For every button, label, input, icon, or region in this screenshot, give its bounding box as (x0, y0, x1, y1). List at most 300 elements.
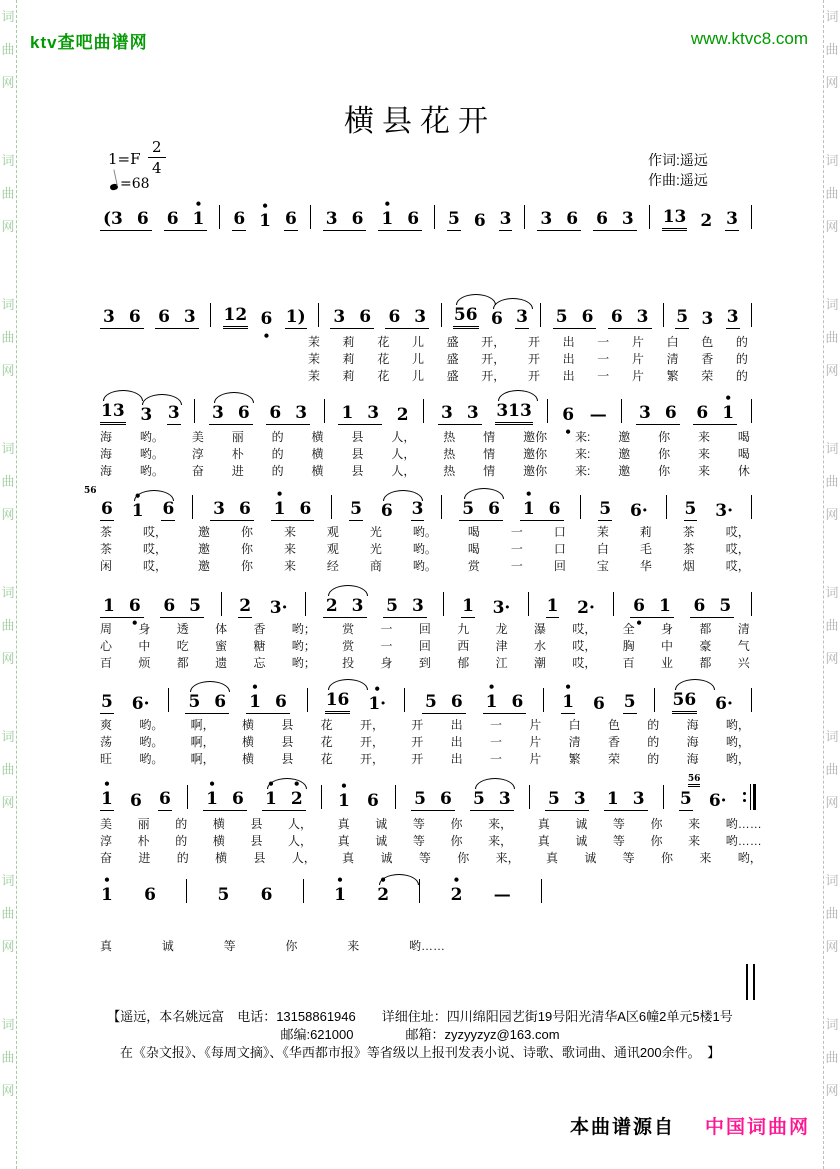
lyric-row (100, 655, 750, 672)
note: 3 (411, 499, 424, 519)
note: 1 • (131, 489, 144, 521)
lyric-syllable: 等 (412, 817, 425, 831)
lyric-syllable: 开， (359, 752, 384, 766)
lyric-syllable: 百 (100, 656, 113, 670)
beam-group (246, 680, 290, 714)
beam-group (483, 680, 527, 714)
note: 3· (492, 598, 511, 618)
barline (441, 495, 442, 519)
note: 6 (128, 307, 141, 327)
lyric-syllable: 朴 (231, 447, 244, 461)
note: 6 (233, 209, 246, 229)
music-line-6 (100, 680, 752, 714)
lyric-syllable: 喝 (467, 542, 480, 556)
lyric-syllable: 真 (337, 817, 350, 831)
octave-dot-below: • (262, 329, 271, 343)
lyric-syllable: 兴 (737, 656, 750, 670)
lyric-syllable: 哎， (142, 525, 167, 539)
note: 5 (599, 499, 612, 519)
footer-bio-line: 在《杂文报》、《每周文摘》、《华西都市报》等省级以上报刊发表小说、诗歌、歌词曲、通讯200余件。 】 (119, 1045, 721, 1060)
octave-dot-above: • (275, 487, 284, 501)
note: 2 (239, 596, 252, 616)
note: 5 (676, 307, 689, 327)
lyric-syllable: 的 (271, 430, 284, 444)
lyric-row (100, 850, 762, 867)
octave-dot-above: • (208, 777, 216, 791)
note: 13 (662, 207, 688, 231)
lyric-syllable: 等 (412, 834, 425, 848)
lyric-syllable: 片 (529, 752, 542, 766)
lyric-syllable: 邀你 (523, 430, 548, 444)
note: 6 (367, 791, 379, 811)
note: 3 (333, 307, 346, 327)
music-line-4 (84, 486, 752, 521)
note: 2 • (290, 777, 303, 809)
note: 1 • (101, 873, 113, 905)
note: 6 (490, 309, 503, 329)
lyric-syllable: 气 (737, 639, 750, 653)
lyric-syllable: 爽 (100, 718, 113, 732)
beam-group (690, 596, 734, 618)
note: 16 (325, 690, 351, 714)
note: 5 (101, 692, 113, 712)
note: 6· (715, 694, 733, 714)
lyric-syllable: 来 (699, 851, 712, 865)
note: 3 (183, 307, 196, 327)
note: 1 • (338, 779, 350, 811)
lyric-syllable: 赏 (342, 639, 355, 653)
note: 5 (462, 499, 475, 519)
note: 6 (232, 789, 244, 809)
lyric-syllable: 一 (380, 622, 393, 636)
note: 6 (593, 694, 605, 714)
beam-group (164, 197, 208, 231)
lyric-syllable: 哟。 (412, 559, 437, 573)
header-site-url[interactable]: www.ktvc8.com (690, 29, 808, 48)
note: 6 (566, 209, 579, 229)
barline (528, 592, 529, 616)
barline (543, 688, 544, 712)
lyric-syllable: 哎， (142, 542, 167, 556)
lyrics-block-7 (100, 816, 762, 867)
beam-group (553, 307, 597, 329)
lyric-syllable: 开 (527, 369, 540, 383)
watermark-left (0, 0, 17, 1169)
lyric-syllable: 都 (699, 656, 712, 670)
lyric-row (100, 425, 750, 446)
lyric-syllable: 你 (650, 834, 663, 848)
watermark-char: 曲 (1, 618, 15, 633)
note: 5 (350, 499, 362, 519)
note: 6 (440, 789, 452, 809)
barline (219, 205, 220, 229)
beam-group (438, 403, 482, 425)
lyric-syllable: 一 (510, 525, 523, 539)
barline (187, 785, 188, 809)
watermark-char: 网 (825, 939, 839, 954)
lyric-syllable: 来， (495, 851, 520, 865)
note: 1) (285, 307, 306, 327)
lyrics-block-3 (100, 425, 750, 480)
note: 6 • (260, 309, 273, 343)
watermark-char: 词 (825, 153, 839, 168)
barline (540, 303, 541, 327)
lyric-syllable: 全 (622, 622, 635, 636)
watermark-char: 网 (1, 363, 15, 378)
lyric-syllable: 开， (481, 335, 506, 349)
barline (331, 495, 332, 519)
lyric-syllable: 清 (568, 735, 581, 749)
note: 5 (448, 209, 460, 229)
octave-dot-below: • (564, 425, 572, 439)
note: 6 (214, 692, 227, 712)
lyric-syllable: 奋 (191, 464, 204, 478)
watermark-char: 曲 (825, 1050, 839, 1065)
lyric-syllable: 烟 (682, 559, 695, 573)
beam-group (604, 789, 648, 811)
watermark-char: 词 (1, 9, 15, 24)
lyric-syllable: 邀 (618, 447, 631, 461)
barline (404, 688, 405, 712)
note: 6 (163, 596, 176, 616)
beam-group (385, 307, 429, 329)
barline (654, 688, 655, 712)
lyric-syllable: 都 (699, 622, 712, 636)
watermark-char: 曲 (1, 1050, 15, 1065)
watermark-char: 曲 (1, 762, 15, 777)
watermark-char: 网 (1, 507, 15, 522)
lyric-syllable: 的 (175, 817, 188, 831)
barline (324, 399, 325, 423)
lyrics-block-6 (100, 717, 750, 768)
barline (194, 399, 195, 423)
beam-group (459, 499, 503, 521)
barline (307, 688, 308, 712)
barline (310, 205, 311, 229)
barline (751, 303, 752, 327)
lyric-syllable: 到 (418, 656, 431, 670)
note: 13 (100, 401, 126, 425)
lyric-syllable: 茶 (100, 542, 113, 556)
composer: 作曲:遥远 (648, 172, 708, 188)
watermark-char: 曲 (1, 42, 15, 57)
note: 1 • (249, 680, 261, 712)
header-site-name[interactable]: ktv查吧曲谱网 (30, 33, 148, 52)
beam-group (210, 499, 254, 521)
lyric-syllable: 邀 (618, 430, 631, 444)
note: 313 (495, 401, 533, 425)
note: 3 (573, 789, 586, 809)
note: 5 56 (679, 774, 701, 809)
lyric-syllable: 色 (607, 718, 620, 732)
lyric-syllable: 哟， (725, 735, 750, 749)
lyric-syllable: 津 (495, 639, 508, 653)
note: 5 (189, 596, 202, 616)
lyric-syllable: 热 (443, 447, 456, 461)
note: 6 (450, 692, 463, 712)
lyric-syllable: 哟。 (139, 735, 164, 749)
lyric-syllable: 忘 (253, 656, 266, 670)
lyric-syllable: 横 (311, 430, 324, 444)
note: 12 (223, 305, 249, 329)
lyric-syllable: 的 (176, 851, 189, 865)
source-attribution (570, 1112, 810, 1139)
lyric-syllable: 周 (100, 622, 113, 636)
lyric-syllable: 西 (457, 639, 470, 653)
lyric-syllable: 诚 (375, 834, 388, 848)
lyric-syllable: 蜜 (215, 639, 228, 653)
lyric-syllable: 身 (661, 622, 674, 636)
watermark-char: 网 (1, 651, 15, 666)
beam-group (593, 209, 637, 231)
note: 5 (414, 789, 426, 809)
lyric-syllable: 开 (411, 718, 424, 732)
note: 6 (380, 501, 393, 521)
lyric-syllable: 烦 (138, 656, 151, 670)
lyric-syllable: 经 (326, 559, 339, 573)
lyric-syllable: 县 (281, 718, 294, 732)
watermark-char: 词 (825, 729, 839, 744)
lyric-syllable: 哟。 (139, 464, 164, 478)
lyric-syllable: 身 (138, 622, 151, 636)
grace-notes: 56 (688, 774, 701, 787)
lyric-syllable: 开， (481, 352, 506, 366)
barline (318, 303, 319, 327)
note: 56 (453, 305, 479, 329)
watermark-char: 曲 (825, 906, 839, 921)
note: 6 • (633, 596, 645, 630)
octave-dot-above: • (379, 873, 387, 887)
note: 6 (162, 499, 175, 519)
note: 1 • (522, 487, 535, 519)
barline (751, 399, 752, 423)
barline (529, 785, 530, 809)
lyric-syllable: 开， (481, 369, 506, 383)
lyric-syllable: 哎， (725, 542, 750, 556)
lyric-syllable: 进 (231, 464, 244, 478)
lyric-syllable: 片 (631, 335, 644, 349)
lyric-syllable: 一 (597, 352, 610, 366)
octave-dot-above: • (251, 680, 259, 694)
time-signature-denominator: 4 (152, 159, 162, 177)
lyric-row (100, 833, 762, 850)
note: 56 (672, 690, 698, 714)
watermark-right (823, 0, 840, 1169)
beam-group (470, 789, 514, 811)
lyric-syllable: 真 (342, 851, 355, 865)
lyric-syllable: 哟； (291, 639, 316, 653)
barline (751, 495, 752, 519)
note: 3 (295, 403, 308, 423)
watermark-char: 网 (825, 75, 839, 90)
octave-dot-above: • (292, 777, 301, 791)
lyric-syllable: 县 (253, 851, 266, 865)
quarter-note-icon (109, 183, 118, 191)
lyric-syllable: 观 (326, 542, 339, 556)
note: 6 (581, 307, 594, 327)
beam-group (330, 307, 374, 329)
note: 1 • (206, 777, 218, 809)
barline (210, 303, 211, 327)
music-line-8 (100, 871, 542, 905)
lyric-syllable: 丽 (231, 430, 244, 444)
beam-group (100, 209, 152, 231)
lyric-syllable: 热 (443, 430, 456, 444)
lyric-syllable: 哎， (572, 656, 597, 670)
beam-group (262, 777, 306, 811)
lyric-syllable: 你 (457, 851, 470, 865)
watermark-char: 网 (825, 651, 839, 666)
lyric-syllable: 诚 (380, 851, 393, 865)
lyric-syllable: 儿 (411, 352, 424, 366)
note: 6 (610, 307, 623, 327)
octave-dot-above: • (724, 391, 733, 405)
lyric-syllable: 来 (688, 817, 701, 831)
song-title: 横县花开 (344, 105, 496, 138)
lyric-syllable: 来， (488, 817, 513, 831)
lyric-syllable: 诚 (575, 817, 588, 831)
lyric-syllable: 丽 (137, 817, 150, 831)
lyric-syllable: 茉 (308, 369, 321, 383)
note: 5 (188, 692, 201, 712)
note: 1 • (101, 777, 113, 809)
barline (649, 205, 650, 229)
note: 6 (274, 692, 287, 712)
note: 2 (700, 211, 713, 231)
barline (434, 205, 435, 229)
lyric-syllable: 哟， (725, 718, 750, 732)
lyric-syllable: 你 (658, 430, 671, 444)
note: 3· (269, 598, 288, 618)
watermark-char: 词 (825, 585, 839, 600)
watermark-char: 词 (825, 441, 839, 456)
lyric-syllable: 真 (545, 851, 558, 865)
lyric-syllable: 海 (100, 464, 113, 478)
lyric-syllable: 花 (320, 718, 333, 732)
note: 3 (639, 403, 651, 423)
lyric-syllable: 诚 (375, 817, 388, 831)
lyric-syllable: 哟…… (408, 939, 445, 953)
music-line-5 (100, 584, 752, 630)
note: 3 (167, 403, 180, 423)
lyric-syllable: 真 (337, 834, 350, 848)
lyric-syllable: 哎， (725, 559, 750, 573)
final-double-barline (746, 964, 755, 1000)
lyric-syllable: 哟…… (725, 817, 762, 831)
lyric-syllable: 的 (271, 464, 284, 478)
lyric-row (100, 816, 762, 833)
watermark-char: 曲 (825, 186, 839, 201)
footer-contact-line: 【遥远，本名姚远富 电话：13158861946 详细住址：四川绵阳园艺街19号阳光清华A区6幢2单元5楼1号 (107, 1009, 733, 1024)
lyric-syllable: 白 (666, 335, 679, 349)
note: 3 (621, 209, 634, 229)
lyric-syllable: 哎， (725, 525, 750, 539)
watermark-char: 词 (825, 9, 839, 24)
barline (423, 399, 424, 423)
octave-dot-above: • (336, 873, 344, 887)
tempo-value: =68 (120, 176, 150, 192)
octave-dot-above: • (487, 680, 496, 694)
barline (547, 399, 548, 423)
credits (648, 150, 708, 190)
beam-group (323, 596, 367, 618)
lyrics-block-2 (308, 334, 748, 385)
note: 3 (726, 307, 739, 327)
watermark-char: 词 (1, 873, 15, 888)
lyric-syllable: 真 (537, 817, 550, 831)
lyric-syllable: 茶 (682, 525, 695, 539)
lyric-syllable: 的 (271, 447, 284, 461)
octave-dot-above: • (103, 777, 111, 791)
lyric-syllable: 你 (661, 851, 674, 865)
note: 3 (516, 307, 528, 327)
lyrics-block-4 (100, 524, 750, 575)
lyric-syllable: 哟。 (412, 542, 437, 556)
beam-group (537, 209, 581, 231)
lyric-row (100, 751, 750, 768)
source-site-link[interactable]: 中国词曲网 (704, 1117, 810, 1138)
watermark-char: 曲 (825, 474, 839, 489)
watermark-char: 网 (825, 363, 839, 378)
lyric-syllable: 情 (483, 447, 496, 461)
barline (580, 495, 581, 519)
lyric-syllable: 邀 (197, 542, 210, 556)
watermark-char: 词 (1, 153, 15, 168)
lyric-syllable: 郁 (457, 656, 470, 670)
lyric-syllable: 茉 (308, 335, 321, 349)
lyric-syllable: 莉 (342, 369, 355, 383)
barline (751, 205, 752, 229)
note: 6 (269, 403, 282, 423)
lyric-syllable: 来: (574, 447, 591, 461)
lyric-syllable: 情 (483, 464, 496, 478)
lyric-syllable: 都 (176, 656, 189, 670)
lyric-syllable: 的 (735, 352, 748, 366)
lyric-row (100, 616, 750, 638)
lyric-syllable: 潮 (533, 656, 546, 670)
watermark-char: 网 (825, 507, 839, 522)
footer-mail-line: 邮编:621000 邮箱：zyzyyzyz@163.com (280, 1027, 560, 1042)
beam-group (185, 692, 229, 714)
grace-notes: 56 (84, 486, 97, 496)
lyric-syllable: 的 (647, 752, 660, 766)
lyric-syllable: 哎， (572, 639, 597, 653)
note: 1 • (334, 873, 346, 905)
lyric-syllable: 一 (489, 735, 502, 749)
note: 6 (130, 791, 142, 811)
note: 1 (546, 596, 559, 616)
lyric-syllable: 真 (537, 834, 550, 848)
note: 2· (577, 598, 595, 618)
octave-dot-below: • (635, 616, 643, 630)
note: 6· (131, 694, 150, 714)
footer-info (20, 1008, 820, 1062)
note: 1 (606, 789, 619, 809)
note: 3 (540, 209, 553, 229)
lyric-syllable: 豪 (699, 639, 712, 653)
lyric-syllable: 中 (661, 639, 674, 653)
music-line-2 (100, 295, 752, 343)
lyric-syllable: 中 (138, 639, 151, 653)
barline (168, 688, 169, 712)
lyric-syllable: 淳 (191, 447, 204, 461)
lyric-syllable: 真 (100, 939, 113, 953)
lyric-syllable: 遗 (215, 656, 228, 670)
note: 1 (658, 596, 671, 616)
barline (221, 592, 222, 616)
lyric-syllable: 你 (240, 542, 253, 556)
note: 2 • (450, 873, 463, 905)
